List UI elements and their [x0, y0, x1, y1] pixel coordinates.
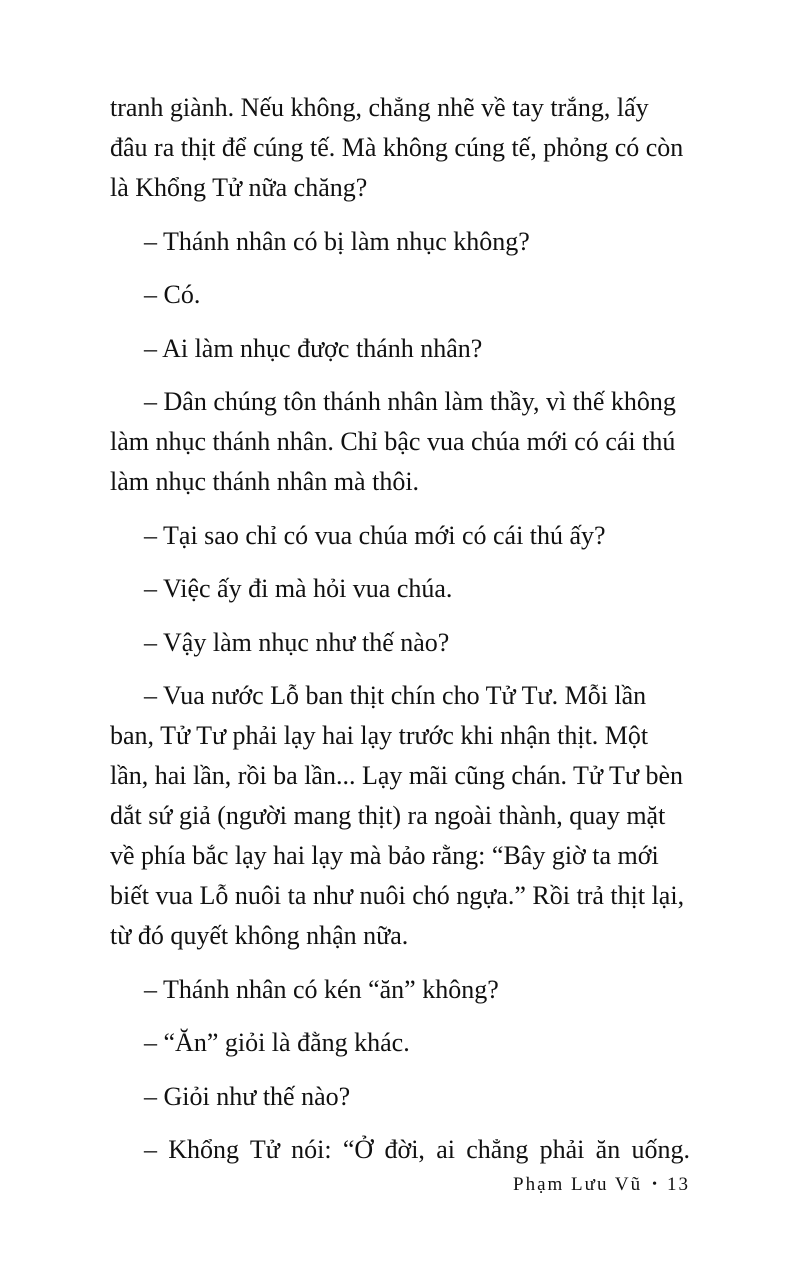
paragraph-answer: – Vua nước Lỗ ban thịt chín cho Tử Tư. Mỗi lần ban, Tử Tư phải lạy hai lạy trước khi nhận thịt. Một lần, hai lần, rồi ba lần... Lạy mãi cũng chán. Tử Tư bèn dắt sứ giả (người mang thịt) ra ngoài thành, quay mặt về phía bắc lạy hai lạy mà bảo rằng: “Bây giờ ta mới biết vua Lỗ nuôi ta như nuôi chó ngựa.” Rồi trả thịt lại, từ đó quyết không nhận nữa. — [110, 681, 685, 950]
body-text — [110, 88, 690, 1184]
paragraph-answer: – Có. — [144, 280, 201, 309]
paragraph-question: – Thánh nhân có bị làm nhục không? — [144, 226, 530, 256]
paragraph-question: – Ai làm nhục được thánh nhân? — [144, 333, 483, 363]
paragraph-question: – Giỏi như thế nào? — [144, 1081, 351, 1111]
paragraph-answer: – Việc ấy đi mà hỏi vua chúa. — [144, 574, 453, 603]
paragraph-question: – Thánh nhân có kén “ăn” không? — [144, 974, 499, 1004]
page-number: 13 — [667, 1174, 690, 1195]
paragraph-answer: – Dân chúng tôn thánh nhân làm thầy, vì thế không làm nhục thánh nhân. Chỉ bậc vua chúa mới có cái thú làm nhục thánh nhân mà thôi. — [110, 387, 676, 496]
paragraph-question: – Tại sao chỉ có vua chúa mới có cái thú ấy? — [144, 520, 606, 550]
paragraph-question: – Vậy làm nhục như thế nào? — [144, 627, 450, 657]
paragraph-answer: – “Ăn” giỏi là đằng khác. — [144, 1028, 410, 1057]
author-name: Phạm Lưu Vũ — [513, 1174, 643, 1195]
paragraph-continuation: tranh giành. Nếu không, chẳng nhẽ về tay trắng, lấy đâu ra thịt để cúng tế. Mà không cúng tế, phỏng có còn là Khổng Tử nữa chăng? — [110, 93, 684, 202]
bullet-icon: • — [652, 1177, 657, 1192]
page-footer — [513, 1174, 690, 1196]
paragraph-answer: – Khổng Tử nói: “Ở đời, ai chẳng phải ăn uống. — [144, 1135, 690, 1164]
